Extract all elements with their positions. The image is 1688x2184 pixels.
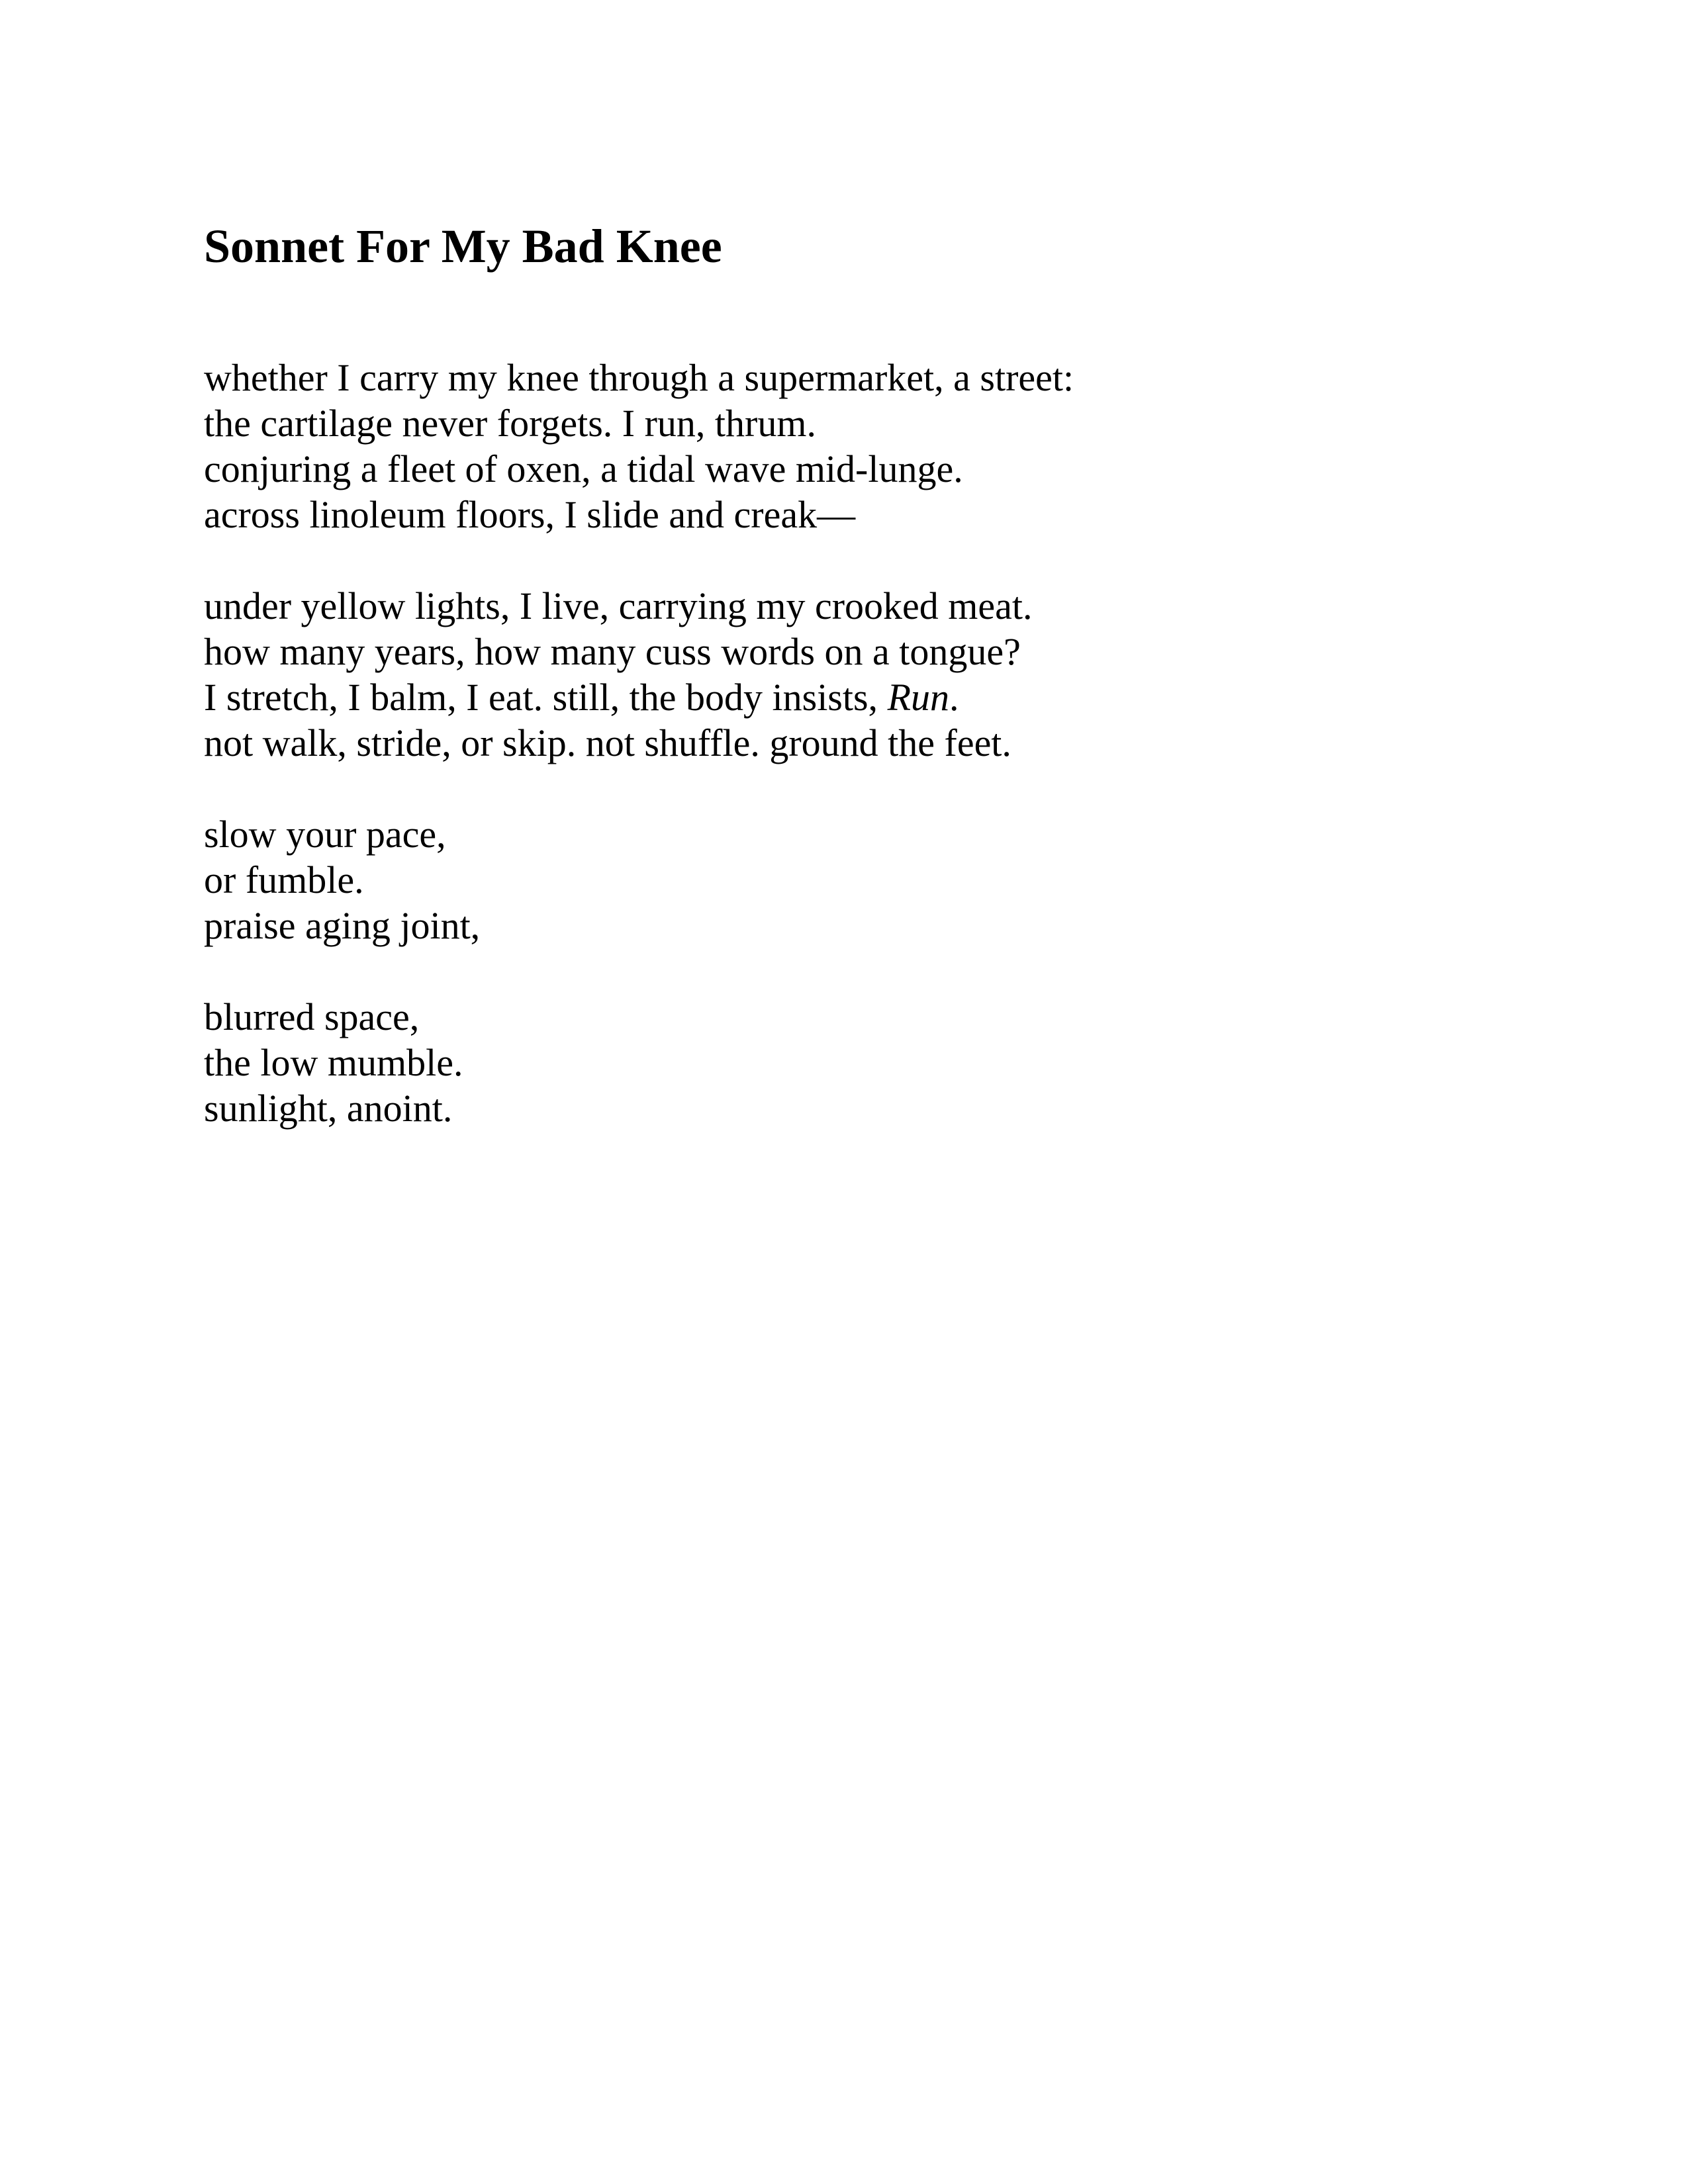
- poem-title: Sonnet For My Bad Knee: [204, 220, 722, 273]
- stanza-3: [204, 811, 1528, 948]
- poem-line: the cartilage never forgets. I run, thrum.: [204, 402, 816, 445]
- stanza-2: [204, 583, 1528, 766]
- poem-page-content: [204, 218, 1528, 1131]
- poem-line: across linoleum floors, I slide and creak—: [204, 493, 856, 536]
- poem-line: not walk, stride, or skip. not shuffle. ground the feet.: [204, 721, 1011, 764]
- poem-line: praise aging joint,: [204, 904, 481, 947]
- poem-line-with-italic: [204, 676, 959, 719]
- poem-line: blurred space,: [204, 995, 420, 1038]
- poem-line-segment-italic: Run: [887, 676, 949, 719]
- poem-line: the low mumble.: [204, 1041, 463, 1084]
- poem-line: under yellow lights, I live, carrying my crooked meat.: [204, 584, 1033, 627]
- poem-line: slow your pace,: [204, 813, 446, 856]
- poem-line-segment: .: [949, 676, 959, 719]
- stanza-4: [204, 994, 1528, 1131]
- poem-line: conjuring a fleet of oxen, a tidal wave mid-lunge.: [204, 447, 963, 490]
- stanza-1: [204, 355, 1528, 537]
- poem-line: or fumble.: [204, 858, 364, 901]
- poem-line: whether I carry my knee through a supermarket, a street:: [204, 356, 1074, 399]
- poem-line: sunlight, anoint.: [204, 1087, 453, 1130]
- poem-line-segment: I stretch, I balm, I eat. still, the body insists,: [204, 676, 888, 719]
- poem-line: how many years, how many cuss words on a tongue?: [204, 630, 1021, 673]
